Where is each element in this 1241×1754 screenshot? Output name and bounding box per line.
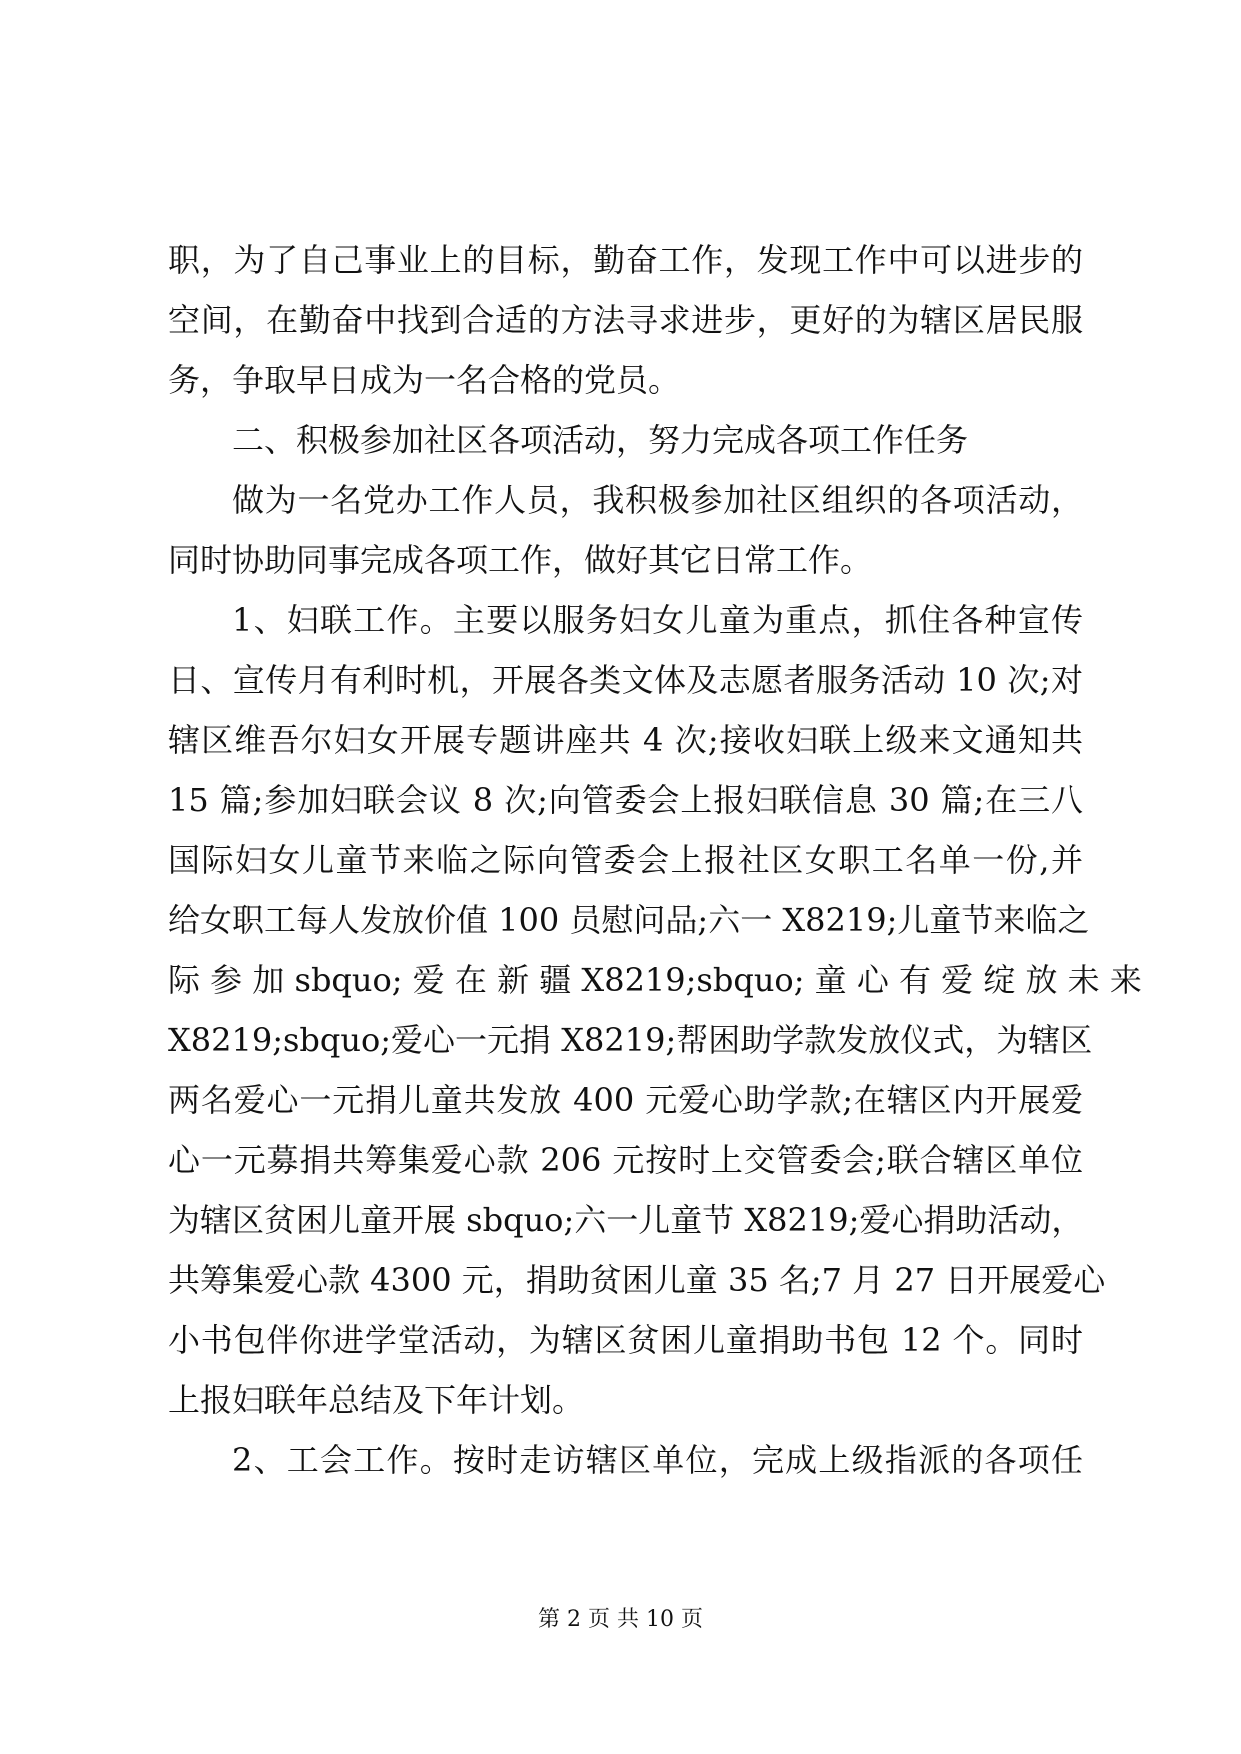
text-line: 共筹集爱心款 4300 元，捐助贫困儿童 35 名;7 月 27 日开展爱心	[168, 1261, 1106, 1299]
text-line: 给女职工每人发放价值 100 员慰问品;六一 X8219;儿童节来临之	[168, 901, 1090, 939]
text-line: 2、工会工作。按时走访辖区单位，完成上级指派的各项任	[232, 1441, 1083, 1479]
text-line: 为辖区贫困儿童开展 sbquo;六一儿童节 X8219;爱心捐助活动，	[168, 1201, 1084, 1239]
text-line: 职，为了自己事业上的目标，勤奋工作，发现工作中可以进步的	[168, 241, 1083, 279]
text-line: 际 参 加 sbquo; 爱 在 新 疆 X8219;sbquo; 童 心 有 爱 绽 放 未 来	[168, 961, 1142, 999]
text-line: 辖区维吾尔妇女开展专题讲座共 4 次;接收妇联上级来文通知共	[168, 721, 1083, 759]
text-line: 空间，在勤奋中找到合适的方法寻求进步，更好的为辖区居民服	[168, 301, 1083, 339]
text-line: 国际妇女儿童节来临之际向管委会上报社区女职工名单一份,并	[168, 841, 1083, 879]
text-line: 15 篇;参加妇联会议 8 次;向管委会上报妇联信息 30 篇;在三八	[168, 781, 1083, 819]
text-line: 做为一名党办工作人员，我积极参加社区组织的各项活动，	[232, 481, 1083, 519]
text-line: 1、妇联工作。主要以服务妇女儿童为重点，抓住各种宣传	[232, 601, 1083, 639]
text-line: X8219;sbquo;爱心一元捐 X8219;帮困助学款发放仪式，为辖区	[168, 1021, 1093, 1059]
text-line: 日、宣传月有利时机，开展各类文体及志愿者服务活动 10 次;对	[168, 661, 1083, 699]
text-line: 同时协助同事完成各项工作，做好其它日常工作。	[168, 541, 873, 579]
page-number-footer: 第 2 页 共 10 页	[538, 1607, 703, 1632]
text-line: 小书包伴你进学堂活动，为辖区贫困儿童捐助书包 12 个。同时	[168, 1321, 1083, 1359]
text-line: 上报妇联年总结及下年计划。	[168, 1381, 585, 1419]
text-line: 心一元募捐共筹集爱心款 206 元按时上交管委会;联合辖区单位	[168, 1141, 1083, 1179]
text-line: 两名爱心一元捐儿童共发放 400 元爱心助学款;在辖区内开展爱	[168, 1081, 1083, 1119]
document-body	[168, 230, 1142, 1490]
section-heading: 二、积极参加社区各项活动，努力完成各项工作任务	[232, 421, 969, 459]
text-line: 务，争取早日成为一名合格的党员。	[168, 361, 681, 399]
